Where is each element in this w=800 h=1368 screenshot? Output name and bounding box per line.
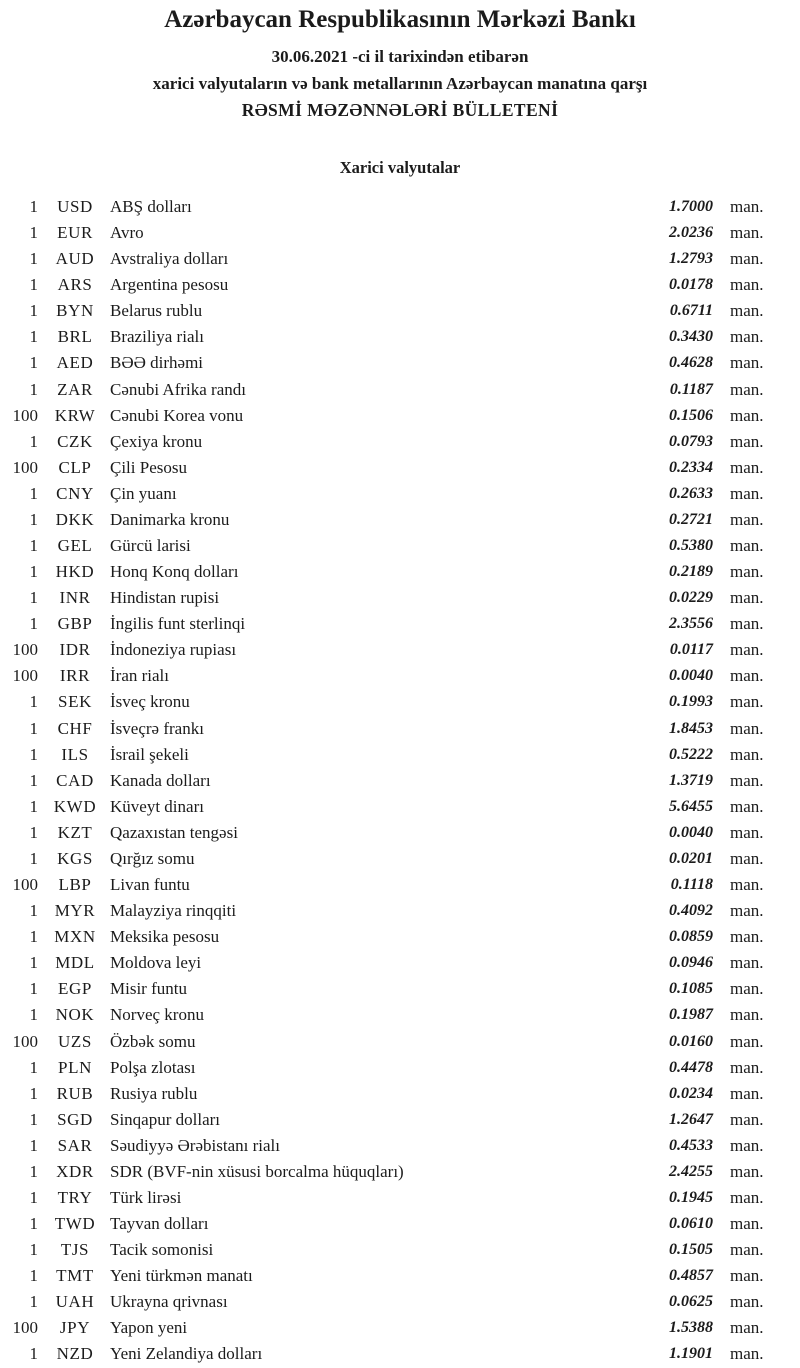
table-row: [0, 1185, 800, 1211]
cell-currency-name: Ukrayna qrivnası: [110, 1292, 228, 1312]
cell-rate: 1.5388: [669, 1319, 713, 1337]
cell-currency-code: ZAR: [57, 379, 93, 399]
cell-unit-label: man.: [730, 483, 764, 503]
cell-quantity: 1: [29, 1161, 38, 1181]
table-row: [0, 663, 800, 689]
cell-unit-label: man.: [730, 640, 764, 660]
cell-quantity: 1: [29, 796, 38, 816]
cell-currency-name: Qazaxıstan tengəsi: [110, 822, 238, 842]
cell-quantity: 1: [29, 1292, 38, 1312]
cell-unit-label: man.: [730, 1344, 764, 1364]
cell-unit-label: man.: [730, 1057, 764, 1077]
cell-unit-label: man.: [730, 770, 764, 790]
cell-quantity: 1: [29, 744, 38, 764]
cell-currency-code: TRY: [57, 1187, 93, 1207]
cell-quantity: 1: [29, 1187, 38, 1207]
cell-rate: 5.6455: [669, 797, 713, 815]
cell-quantity: 1: [29, 848, 38, 868]
cell-unit-label: man.: [730, 744, 764, 764]
cell-quantity: 1: [29, 1240, 38, 1260]
cell-currency-code: NZD: [56, 1344, 94, 1364]
table-row: [0, 872, 800, 898]
bank-title: Azərbaycan Respublikasının Mərkəzi Bankı: [164, 6, 636, 33]
cell-quantity: 1: [29, 770, 38, 790]
cell-quantity: 1: [29, 249, 38, 269]
cell-quantity: 100: [12, 1318, 38, 1338]
table-row: [0, 298, 800, 324]
table-row: [0, 1081, 800, 1107]
cell-rate: 0.2633: [669, 484, 713, 502]
cell-currency-code: KZT: [57, 822, 93, 842]
cell-currency-name: İsveç kronu: [110, 692, 190, 712]
cell-currency-code: LBP: [58, 875, 92, 895]
table-row: [0, 1341, 800, 1367]
cell-unit-label: man.: [730, 666, 764, 686]
cell-rate: 0.4857: [669, 1267, 713, 1285]
cell-rate: 2.3556: [669, 615, 713, 633]
cell-currency-name: Türk lirəsi: [110, 1187, 182, 1207]
cell-unit-label: man.: [730, 692, 764, 712]
cell-unit-label: man.: [730, 509, 764, 529]
cell-currency-code: CHF: [57, 718, 93, 738]
cell-currency-code: AUD: [55, 249, 95, 269]
cell-currency-code: CZK: [57, 431, 93, 451]
table-row: [0, 429, 800, 455]
table-row: [0, 1002, 800, 1028]
table-row: [0, 924, 800, 950]
table-row: [0, 716, 800, 742]
section-title: Xarici valyutalar: [339, 158, 461, 177]
cell-currency-name: Qırğız somu: [110, 848, 195, 868]
cell-currency-name: Norveç kronu: [110, 1005, 204, 1025]
cell-rate: 0.1506: [669, 406, 713, 424]
cell-unit-label: man.: [730, 1083, 764, 1103]
cell-unit-label: man.: [730, 848, 764, 868]
cell-currency-code: MXN: [54, 927, 96, 947]
cell-currency-code: INR: [59, 588, 91, 608]
cell-rate: 0.0040: [669, 667, 713, 685]
cell-currency-code: ILS: [61, 744, 89, 764]
cell-quantity: 1: [29, 275, 38, 295]
cell-quantity: 1: [29, 614, 38, 634]
rates-table: [0, 194, 800, 1368]
cell-currency-code: TWD: [54, 1214, 96, 1234]
cell-currency-code: USD: [57, 197, 93, 216]
cell-quantity: 1: [29, 483, 38, 503]
cell-currency-code: KWD: [53, 796, 97, 816]
cell-currency-name: BƏƏ dirhəmi: [110, 353, 204, 373]
cell-currency-name: Moldova leyi: [110, 953, 202, 973]
cell-currency-code: EGP: [58, 979, 92, 999]
cell-rate: 0.4092: [669, 902, 713, 920]
cell-unit-label: man.: [730, 457, 764, 477]
cell-rate: 0.0040: [669, 823, 713, 841]
cell-currency-code: MYR: [54, 901, 96, 921]
table-row: [0, 689, 800, 715]
cell-currency-name: Yeni türkmən manatı: [110, 1266, 253, 1286]
table-row: [0, 1315, 800, 1341]
cell-currency-name: İsveçrə frankı: [110, 718, 204, 738]
cell-currency-name: İsrail şekeli: [110, 744, 189, 764]
cell-currency-code: TJS: [60, 1240, 90, 1260]
table-row: [0, 794, 800, 820]
table-row: [0, 742, 800, 768]
table-row: [0, 1133, 800, 1159]
cell-rate: 0.4628: [669, 354, 713, 372]
cell-unit-label: man.: [730, 327, 764, 347]
cell-currency-name: Gürcü larisi: [110, 536, 191, 556]
cell-unit-label: man.: [730, 927, 764, 947]
table-row: [0, 1159, 800, 1185]
cell-currency-name: Malayziya rinqqiti: [110, 901, 237, 921]
cell-quantity: 1: [29, 588, 38, 608]
cell-currency-name: Yapon yeni: [110, 1318, 188, 1338]
cell-currency-name: Misir funtu: [110, 979, 187, 999]
cell-rate: 1.2647: [669, 1110, 713, 1128]
cell-quantity: 1: [29, 379, 38, 399]
table-row: [0, 272, 800, 298]
cell-currency-code: IDR: [59, 640, 91, 660]
cell-currency-code: HKD: [55, 562, 95, 582]
cell-unit-label: man.: [730, 1031, 764, 1051]
cell-quantity: 100: [12, 640, 38, 660]
cell-rate: 0.6711: [669, 302, 713, 320]
cell-unit-label: man.: [730, 614, 764, 634]
cell-currency-code: DKK: [55, 509, 95, 529]
cell-unit-label: man.: [730, 1318, 764, 1338]
cell-unit-label: man.: [730, 1292, 764, 1312]
cell-currency-code: KRW: [54, 405, 96, 425]
cell-rate: 0.1505: [669, 1241, 713, 1259]
cell-currency-code: BRL: [57, 327, 93, 347]
cell-rate: 0.2721: [669, 510, 713, 528]
cell-currency-name: Meksika pesosu: [110, 927, 220, 947]
cell-quantity: 1: [29, 927, 38, 947]
cell-rate: 0.0178: [669, 276, 713, 294]
cell-rate: 0.1945: [669, 1188, 713, 1206]
table-row: [0, 455, 800, 481]
cell-currency-code: EUR: [57, 223, 93, 243]
cell-unit-label: man.: [730, 301, 764, 321]
cell-unit-label: man.: [730, 1266, 764, 1286]
cell-currency-name: ABŞ dolları: [110, 197, 192, 216]
cell-quantity: 1: [29, 1083, 38, 1103]
cell-unit-label: man.: [730, 1161, 764, 1181]
table-row: [0, 220, 800, 246]
cell-quantity: 1: [29, 1109, 38, 1129]
cell-quantity: 1: [29, 1057, 38, 1077]
cell-rate: 0.0859: [669, 928, 713, 946]
cell-currency-name: Çexiya kronu: [110, 431, 203, 451]
cell-unit-label: man.: [730, 562, 764, 582]
table-row: [0, 377, 800, 403]
table-row: [0, 324, 800, 350]
cell-quantity: 100: [12, 875, 38, 895]
cell-quantity: 1: [29, 562, 38, 582]
cell-currency-name: Argentina pesosu: [110, 275, 229, 295]
cell-rate: 0.0229: [669, 589, 713, 607]
cell-currency-code: GEL: [57, 536, 93, 556]
cell-currency-code: ARS: [57, 275, 93, 295]
table-row: [0, 194, 800, 220]
date-line: 30.06.2021 -ci il tarixindən etibarən: [271, 47, 529, 66]
cell-currency-code: UAH: [55, 1292, 95, 1312]
cell-currency-name: Livan funtu: [110, 875, 190, 895]
cell-currency-code: MDL: [55, 953, 95, 973]
cell-unit-label: man.: [730, 197, 764, 216]
cell-unit-label: man.: [730, 405, 764, 425]
cell-rate: 1.2793: [669, 250, 713, 268]
cell-rate: 0.0201: [669, 849, 713, 867]
cell-currency-name: Braziliya rialı: [110, 327, 204, 347]
cell-currency-name: Belarus rublu: [110, 301, 203, 321]
table-row: [0, 976, 800, 1002]
cell-quantity: 1: [29, 536, 38, 556]
cell-unit-label: man.: [730, 1240, 764, 1260]
cell-currency-name: Özbək somu: [110, 1031, 196, 1051]
cell-quantity: 1: [29, 822, 38, 842]
cell-currency-code: CNY: [56, 483, 94, 503]
cell-quantity: 1: [29, 692, 38, 712]
cell-currency-name: Danimarka kronu: [110, 509, 230, 529]
cell-rate: 0.0234: [669, 1084, 713, 1102]
cell-quantity: 100: [12, 405, 38, 425]
cell-currency-code: SEK: [58, 692, 92, 712]
cell-currency-name: Avstraliya dolları: [110, 249, 229, 269]
bulletin-title: RƏSMİ MƏZƏNNƏLƏRİ BÜLLETENİ: [241, 100, 559, 120]
table-row: [0, 350, 800, 376]
table-row: [0, 846, 800, 872]
cell-unit-label: man.: [730, 431, 764, 451]
table-row: [0, 246, 800, 272]
table-row: [0, 898, 800, 924]
cell-quantity: 1: [29, 353, 38, 373]
cell-currency-name: Çin yuanı: [110, 483, 177, 503]
cell-unit-label: man.: [730, 223, 764, 243]
cell-currency-code: TMT: [56, 1266, 94, 1286]
table-row: [0, 1029, 800, 1055]
cell-quantity: 1: [29, 327, 38, 347]
cell-rate: 0.1085: [669, 980, 713, 998]
cell-currency-name: Sinqapur dolları: [110, 1109, 221, 1129]
cell-currency-code: SGD: [57, 1109, 93, 1129]
cell-rate: 0.4533: [669, 1136, 713, 1154]
table-row: [0, 1107, 800, 1133]
cell-currency-code: XDR: [56, 1161, 94, 1181]
cell-quantity: 100: [12, 457, 38, 477]
cell-unit-label: man.: [730, 1109, 764, 1129]
cell-currency-name: Səudiyyə Ərəbistanı rialı: [110, 1135, 280, 1155]
cell-unit-label: man.: [730, 822, 764, 842]
cell-quantity: 1: [29, 197, 38, 216]
table-row: [0, 559, 800, 585]
cell-rate: 0.0610: [669, 1215, 713, 1233]
cell-unit-label: man.: [730, 1214, 764, 1234]
table-row: [0, 820, 800, 846]
cell-quantity: 1: [29, 1214, 38, 1234]
cell-currency-name: Cənubi Afrika randı: [110, 379, 246, 399]
cell-quantity: 1: [29, 223, 38, 243]
cell-currency-name: İran rialı: [110, 666, 169, 686]
cell-rate: 0.3430: [669, 328, 713, 346]
table-row: [0, 1211, 800, 1237]
cell-rate: 0.1187: [669, 380, 713, 398]
cell-currency-name: Yeni Zelandiya dolları: [110, 1344, 263, 1364]
cell-currency-code: PLN: [58, 1057, 92, 1077]
cell-rate: 0.2189: [669, 563, 713, 581]
cell-currency-code: JPY: [59, 1318, 91, 1338]
cell-quantity: 1: [29, 431, 38, 451]
cell-rate: 0.5380: [669, 537, 713, 555]
table-row: [0, 481, 800, 507]
cell-currency-code: NOK: [55, 1005, 95, 1025]
cell-currency-code: SAR: [57, 1135, 93, 1155]
cell-currency-name: Kanada dolları: [110, 770, 211, 790]
cell-quantity: 1: [29, 953, 38, 973]
cell-currency-name: İngilis funt sterlinqi: [110, 614, 246, 634]
cell-unit-label: man.: [730, 875, 764, 895]
cell-currency-name: Avro: [110, 223, 144, 243]
cell-currency-name: Çili Pesosu: [110, 457, 187, 477]
cell-unit-label: man.: [730, 353, 764, 373]
cell-rate: 2.0236: [669, 224, 713, 242]
cell-unit-label: man.: [730, 379, 764, 399]
table-row: [0, 950, 800, 976]
cell-rate: 0.1118: [670, 876, 713, 894]
cell-unit-label: man.: [730, 1005, 764, 1025]
cell-currency-name: Küveyt dinarı: [110, 796, 204, 816]
cell-quantity: 1: [29, 718, 38, 738]
cell-unit-label: man.: [730, 249, 764, 269]
cell-unit-label: man.: [730, 901, 764, 921]
table-row: [0, 1289, 800, 1315]
table-row: [0, 768, 800, 794]
cell-currency-name: Tayvan dolları: [110, 1214, 209, 1234]
cell-quantity: 1: [29, 979, 38, 999]
cell-rate: 1.7000: [669, 198, 713, 215]
subtitle-line: xarici valyutaların və bank metallarının Azərbaycan manatına qarşı: [152, 74, 648, 93]
cell-unit-label: man.: [730, 718, 764, 738]
cell-currency-name: Hindistan rupisi: [110, 588, 220, 608]
cell-currency-name: Polşa zlotası: [110, 1057, 196, 1077]
cell-rate: 0.0117: [669, 641, 713, 659]
cell-quantity: 1: [29, 509, 38, 529]
cell-quantity: 1: [29, 1005, 38, 1025]
cell-unit-label: man.: [730, 275, 764, 295]
cell-rate: 1.1901: [669, 1345, 713, 1363]
cell-rate: 0.0160: [669, 1032, 713, 1050]
cell-rate: 0.4478: [669, 1058, 713, 1076]
cell-rate: 0.0793: [669, 432, 713, 450]
cell-rate: 2.4255: [669, 1162, 713, 1180]
cell-rate: 1.3719: [669, 771, 713, 789]
cell-quantity: 1: [29, 1266, 38, 1286]
table-row: [0, 507, 800, 533]
cell-rate: 0.0946: [669, 954, 713, 972]
cell-currency-name: İndoneziya rupiası: [110, 640, 237, 660]
cell-currency-name: SDR (BVF-nin xüsusi borcalma hüquqları): [110, 1161, 404, 1181]
cell-rate: 0.0625: [669, 1293, 713, 1311]
cell-currency-name: Tacik somonisi: [110, 1240, 214, 1260]
cell-currency-code: GBP: [57, 614, 93, 634]
table-row: [0, 611, 800, 637]
cell-quantity: 1: [29, 1344, 38, 1364]
cell-rate: 0.2334: [669, 458, 713, 476]
cell-currency-code: CAD: [56, 770, 94, 790]
table-row: [0, 1055, 800, 1081]
table-row: [0, 637, 800, 663]
cell-currency-code: IRR: [59, 666, 91, 686]
cell-rate: 0.1987: [669, 1006, 713, 1024]
cell-currency-code: AED: [56, 353, 94, 373]
cell-unit-label: man.: [730, 536, 764, 556]
cell-unit-label: man.: [730, 1187, 764, 1207]
cell-rate: 0.1993: [669, 693, 713, 711]
cell-rate: 0.5222: [669, 745, 713, 763]
table-row: [0, 533, 800, 559]
cell-currency-code: CLP: [58, 457, 92, 477]
cell-quantity: 1: [29, 901, 38, 921]
cell-unit-label: man.: [730, 979, 764, 999]
cell-unit-label: man.: [730, 796, 764, 816]
cell-unit-label: man.: [730, 953, 764, 973]
cell-quantity: 1: [29, 301, 38, 321]
cell-quantity: 1: [29, 1135, 38, 1155]
cell-currency-name: Honq Konq dolları: [110, 562, 239, 582]
cell-currency-code: BYN: [56, 301, 94, 321]
cell-unit-label: man.: [730, 588, 764, 608]
cell-currency-code: UZS: [58, 1031, 92, 1051]
cell-currency-name: Cənubi Korea vonu: [110, 405, 244, 425]
cell-currency-code: RUB: [56, 1083, 94, 1103]
table-row: [0, 403, 800, 429]
cell-quantity: 100: [12, 666, 38, 686]
cell-unit-label: man.: [730, 1135, 764, 1155]
table-row: [0, 1263, 800, 1289]
cell-rate: 1.8453: [669, 719, 713, 737]
cell-quantity: 100: [12, 1031, 38, 1051]
cell-currency-name: Rusiya rublu: [110, 1083, 198, 1103]
table-row: [0, 585, 800, 611]
cell-currency-code: KGS: [57, 848, 93, 868]
table-row: [0, 1237, 800, 1263]
